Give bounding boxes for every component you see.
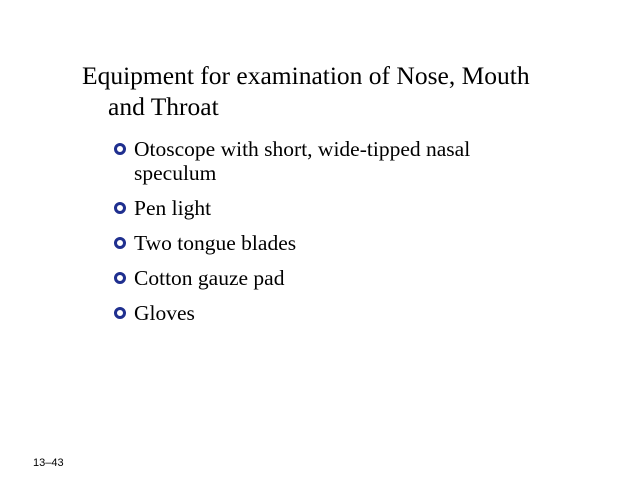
slide-heading: Equipment for examination of Nose, Mouth and Throat [82,61,530,121]
list-item [112,196,552,220]
list-item [112,231,552,255]
list-item [112,137,552,185]
ring-bullet-icon [114,307,126,319]
ring-bullet-icon [114,237,126,249]
ring-bullet-icon [114,143,126,155]
bullet-text: Gloves [134,301,195,325]
ring-bullet-icon [114,272,126,284]
bullet-text: Otoscope with short, wide-tipped nasal speculum [134,137,471,185]
list-item [112,266,552,290]
bullet-text: Cotton gauze pad [134,266,285,290]
slide-number: 13–43 [33,457,64,469]
bullet-list [112,137,552,336]
list-item [112,301,552,325]
bullet-text: Pen light [134,196,212,220]
bullet-text: Two tongue blades [134,231,297,255]
ring-bullet-icon [114,202,126,214]
